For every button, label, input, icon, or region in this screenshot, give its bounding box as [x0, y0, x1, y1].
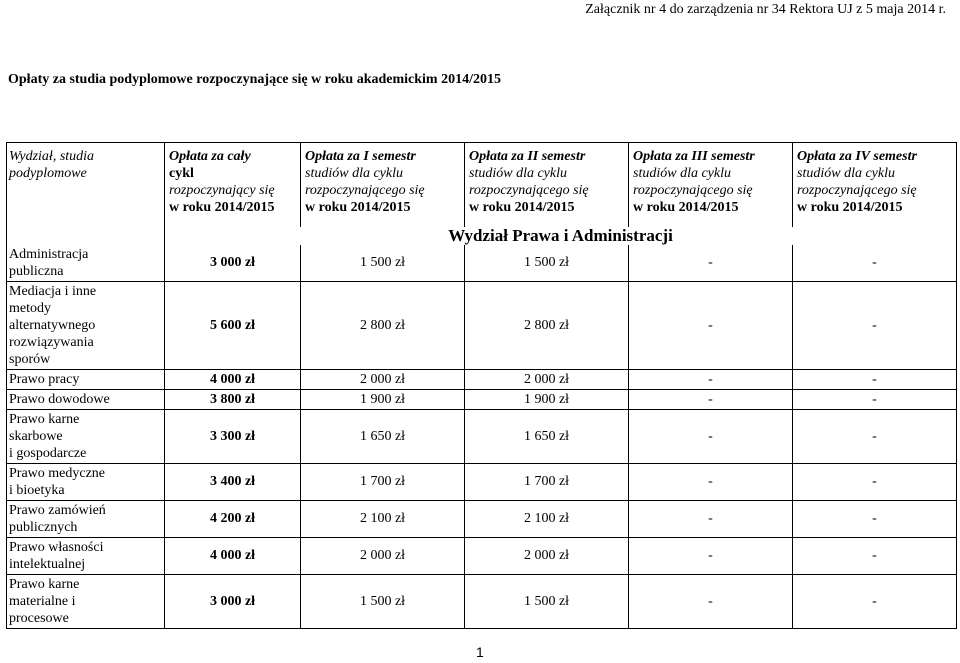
semester-1-fee: 1 650 zł	[301, 409, 465, 463]
semester-4-fee: -	[793, 281, 957, 369]
semester-3-fee: -	[629, 463, 793, 500]
program-name: Prawo karne skarbowe i gospodarcze	[7, 409, 165, 463]
semester-2-fee: 2 000 zł	[465, 537, 629, 574]
total-fee: 3 000 zł	[165, 245, 301, 282]
program-name: Prawo zamówień publicznych	[7, 500, 165, 537]
program-name: Prawo dowodowe	[7, 389, 165, 409]
annex-reference: Załącznik nr 4 do zarządzenia nr 34 Rektora UJ z 5 maja 2014 r.	[585, 2, 946, 17]
semester-3-fee: -	[629, 574, 793, 628]
semester-1-fee: 1 900 zł	[301, 389, 465, 409]
column-header-semester-3: Opłata za III semestr studiów dla cyklu rozpoczynającego się w roku 2014/2015	[629, 143, 793, 227]
semester-1-fee: 2 000 zł	[301, 537, 465, 574]
total-fee: 3 300 zł	[165, 409, 301, 463]
table-row	[7, 500, 957, 537]
semester-2-fee: 1 700 zł	[465, 463, 629, 500]
semester-2-fee: 1 500 zł	[465, 574, 629, 628]
semester-2-fee: 1 900 zł	[465, 389, 629, 409]
fees-table	[6, 142, 957, 629]
semester-3-fee: -	[629, 537, 793, 574]
fees-table-body	[7, 245, 957, 629]
total-fee: 3 000 zł	[165, 574, 301, 628]
total-fee: 4 000 zł	[165, 537, 301, 574]
semester-1-fee: 2 000 zł	[301, 369, 465, 389]
semester-3-fee: -	[629, 245, 793, 282]
column-header-semester-2: Opłata za II semestr studiów dla cyklu rozpoczynającego się w roku 2014/2015	[465, 143, 629, 227]
semester-3-fee: -	[629, 281, 793, 369]
total-fee: 4 200 zł	[165, 500, 301, 537]
table-row	[7, 409, 957, 463]
department-row	[7, 227, 957, 245]
program-name: Prawo karne materialne i procesowe	[7, 574, 165, 628]
total-fee: 3 800 zł	[165, 389, 301, 409]
document-title: Opłaty za studia podyplomowe rozpoczynające się w roku akademickim 2014/2015	[8, 72, 501, 87]
table-row	[7, 281, 957, 369]
program-name: Administracja publiczna	[7, 245, 165, 282]
semester-4-fee: -	[793, 245, 957, 282]
table-row	[7, 574, 957, 628]
semester-2-fee: 2 800 zł	[465, 281, 629, 369]
total-fee: 3 400 zł	[165, 463, 301, 500]
semester-1-fee: 2 100 zł	[301, 500, 465, 537]
semester-2-fee: 1 500 zł	[465, 245, 629, 282]
table-row	[7, 369, 957, 389]
table-row	[7, 537, 957, 574]
department-name: Wydział Prawa i Administracji	[165, 227, 957, 245]
semester-1-fee: 1 500 zł	[301, 574, 465, 628]
semester-4-fee: -	[793, 369, 957, 389]
table-row	[7, 245, 957, 282]
semester-4-fee: -	[793, 409, 957, 463]
semester-2-fee: 2 000 zł	[465, 369, 629, 389]
semester-2-fee: 2 100 zł	[465, 500, 629, 537]
semester-3-fee: -	[629, 500, 793, 537]
semester-1-fee: 1 700 zł	[301, 463, 465, 500]
semester-3-fee: -	[629, 389, 793, 409]
program-name: Prawo pracy	[7, 369, 165, 389]
column-header-total-fee: Opłata za cały cykl rozpoczynający się w roku 2014/2015	[165, 143, 301, 227]
semester-4-fee: -	[793, 463, 957, 500]
semester-3-fee: -	[629, 369, 793, 389]
semester-1-fee: 1 500 zł	[301, 245, 465, 282]
column-header-faculty: Wydział, studia podyplomowe	[7, 143, 165, 227]
page-number: 1	[476, 644, 484, 660]
total-fee: 5 600 zł	[165, 281, 301, 369]
program-name: Prawo medyczne i bioetyka	[7, 463, 165, 500]
program-name: Prawo własności intelektualnej	[7, 537, 165, 574]
semester-4-fee: -	[793, 389, 957, 409]
semester-1-fee: 2 800 zł	[301, 281, 465, 369]
total-fee: 4 000 zł	[165, 369, 301, 389]
semester-3-fee: -	[629, 409, 793, 463]
semester-4-fee: -	[793, 574, 957, 628]
semester-4-fee: -	[793, 537, 957, 574]
program-name: Mediacja i inne metody alternatywnego rozwiązywania sporów	[7, 281, 165, 369]
semester-2-fee: 1 650 zł	[465, 409, 629, 463]
column-header-semester-1: Opłata za I semestr studiów dla cyklu rozpoczynającego się w roku 2014/2015	[301, 143, 465, 227]
table-row	[7, 463, 957, 500]
column-header-semester-4: Opłata za IV semestr studiów dla cyklu rozpoczynającego się w roku 2014/2015	[793, 143, 957, 227]
header-row	[7, 143, 957, 227]
semester-4-fee: -	[793, 500, 957, 537]
table-row	[7, 389, 957, 409]
